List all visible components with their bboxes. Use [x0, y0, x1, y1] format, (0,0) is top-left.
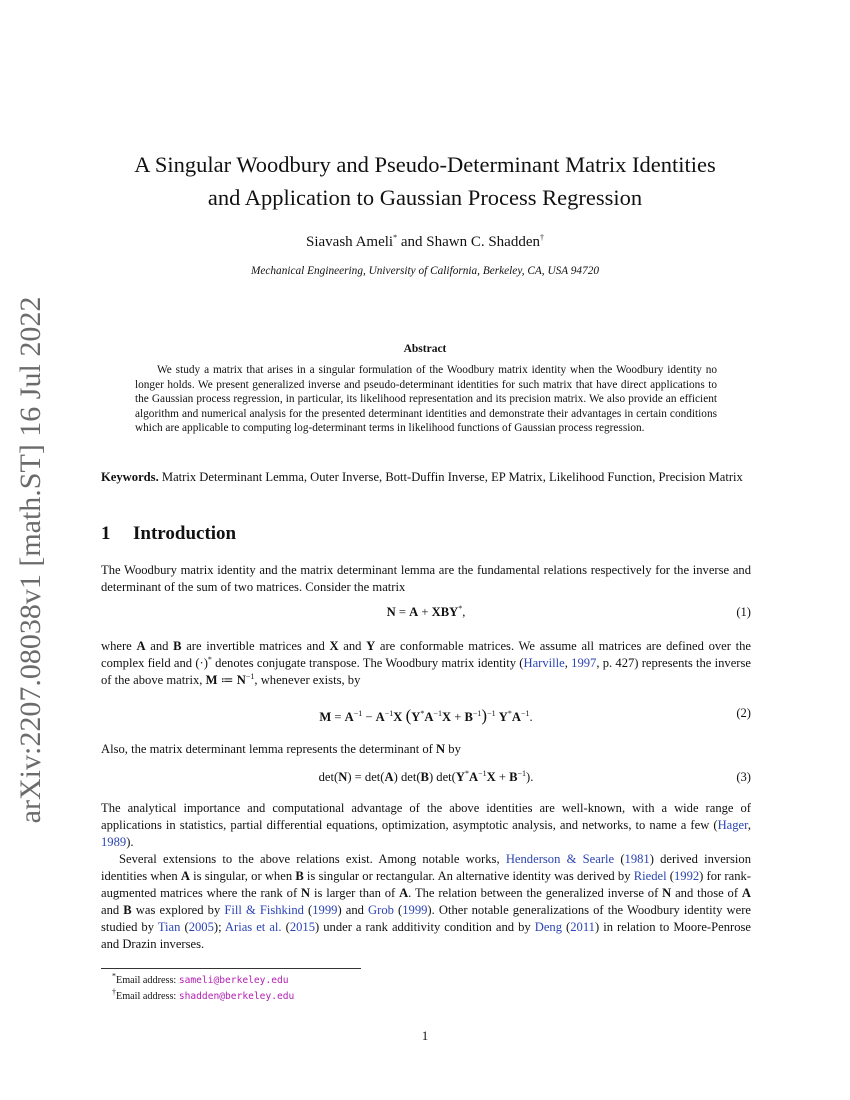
footnote-1: *Email address: sameli@berkeley.edu [112, 971, 289, 986]
affiliation: Mechanical Engineering, University of California, Berkeley, CA, USA 94720 [250, 265, 600, 277]
section-number: 1 [101, 523, 111, 544]
citation-harville-year[interactable]: 1997 [571, 656, 597, 671]
arxiv-identifier-sidebar [2, 290, 52, 830]
author-conjunction: and [397, 234, 427, 250]
equation-2-number: (2) [736, 706, 751, 720]
author-2: Shawn C. Shadden [426, 234, 540, 250]
keywords-label: Keywords. [101, 470, 159, 484]
footnote-divider [101, 968, 361, 969]
equation-1 [101, 605, 751, 625]
arxiv-identifier-text: arXiv:2207.08038v1 [math.ST] 16 Jul 2022 [14, 296, 47, 824]
paper-title [90, 148, 760, 214]
citation-arias-year[interactable]: 2015 [289, 920, 315, 935]
citation-fill-fishkind-year[interactable]: 1999 [312, 903, 338, 918]
footnote-2: †Email address: shadden@berkeley.edu [112, 987, 295, 1002]
footnote-1-email-link[interactable]: sameli@berkeley.edu [178, 975, 289, 986]
author-2-footnote-mark: † [540, 233, 544, 242]
equation-3-number: (3) [736, 770, 751, 784]
paragraph-2: where A and B are invertible matrices and X and Y are conformable matrices. We assume all matrices are defined over the complex field and (·)* denotes conjugate transpose. The Woodbury matrix identity (Harville, 1997, p. 427) represents the inverse of the above matrix, M ≔ $N^{-1}$, whenever exists, by [101, 639, 752, 688]
equation-3-math: det(N) = det(A) det(B) $\det(Y^*A^{-1}X + B^{-1})$. [318, 768, 534, 784]
paragraph-1: The Woodbury matrix identity and the matrix determinant lemma are the fundamental relations respectively for the inverse and determinant of the sum of two matrices. Consider the matrix [101, 563, 751, 595]
citation-riedel[interactable]: Riedel [633, 869, 667, 884]
equation-2 [101, 706, 751, 728]
citation-grob[interactable]: Grob [368, 903, 394, 918]
citation-tian-year[interactable]: 2005 [188, 920, 214, 935]
citation-henderson-searle-year[interactable]: 1981 [624, 852, 650, 866]
author-list [90, 234, 760, 251]
footnote-2-email-link[interactable]: shadden@berkeley.edu [178, 991, 295, 1002]
citation-tian[interactable]: Tian [157, 920, 181, 935]
title-line-2: and Application to Gaussian Process Regression [207, 185, 643, 210]
citation-hager[interactable]: Hager [717, 818, 748, 833]
title-line-1: A Singular Woodbury and Pseudo-Determinant Matrix Identities [134, 152, 716, 177]
equation-1-math: N = A + XBY*, [386, 603, 466, 619]
section-heading [101, 523, 236, 545]
equation-2-math: $M = A^{-1} - A^{-1}X$ $(Y^*A^{-1}X + B^{-1})^{-1}$ $Y^*A^{-1}$. [319, 706, 533, 725]
citation-henderson-searle[interactable]: Henderson & Searle [505, 852, 615, 866]
citation-harville[interactable]: Harville [523, 656, 565, 671]
citation-arias[interactable]: Arias et al. [224, 920, 282, 935]
paragraph-4: The analytical importance and computational advantage of the above identities are well-known, with a wide range of applications in statistics, partial differential equations, optimization, asymptotic analysis, and networks, to name a few (Hager, 1989). [101, 801, 751, 850]
citation-deng[interactable]: Deng [534, 920, 562, 935]
section-title: Introduction [133, 523, 237, 544]
abstract-body: We study a matrix that arises in a singular formulation of the Woodbury matrix identity when the Woodbury identity no longer holds. We present generalized inverse and pseudo-determinant identities for such matrix that have direct applications to the Gaussian process regression, in particular, its likelihood representation and its precision matrix. We also provide an efficient algorithm and numerical analysis for the presented determinant identities and demonstrate their advantages in certain conditions which are applicable to computing log-determinant terms in likelihood functions of Gaussian process regression. [135, 364, 717, 435]
abstract-heading: Abstract [403, 343, 447, 355]
author-1: Siavash Ameli [306, 234, 394, 250]
page-number: 1 [421, 1029, 429, 1043]
equation-1-number: (1) [736, 605, 751, 619]
paragraph-3: Also, the matrix determinant lemma represents the determinant of N by [101, 742, 461, 756]
equation-3 [101, 770, 751, 790]
author-1-footnote-mark: * [393, 233, 398, 242]
keywords-list: Matrix Determinant Lemma, Outer Inverse, Bott-Duffin Inverse, EP Matrix, Likelihood Function, Precision Matrix [158, 470, 743, 484]
citation-fill-fishkind[interactable]: Fill & Fishkind [224, 903, 304, 918]
citation-deng-year[interactable]: 2011 [570, 920, 595, 935]
keywords [101, 469, 751, 486]
citation-grob-year[interactable]: 1999 [402, 903, 428, 918]
citation-hager-year[interactable]: 1989 [101, 835, 127, 850]
citation-riedel-year[interactable]: 1992 [673, 869, 700, 884]
paragraph-5: Several extensions to the above relations exist. Among notable works, Henderson & Searle (1981) derived inversion identities when A is singular, or when B is singular or rectangular. An alternative identity was derived by Riedel (1992) for rank-augmented matrices where the rank of N is larger than of A. The relation between the generalized inverse of N and those of A and B was explored by Fill & Fishkind (1999) and Grob (1999). Other notable generalizations of the Woodbury identity were studied by Tian (2005); Arias et al. (2015) under a rank additivity condition and by Deng (2011) in relation to Moore-Penrose and Drazin inverses. [101, 852, 751, 952]
